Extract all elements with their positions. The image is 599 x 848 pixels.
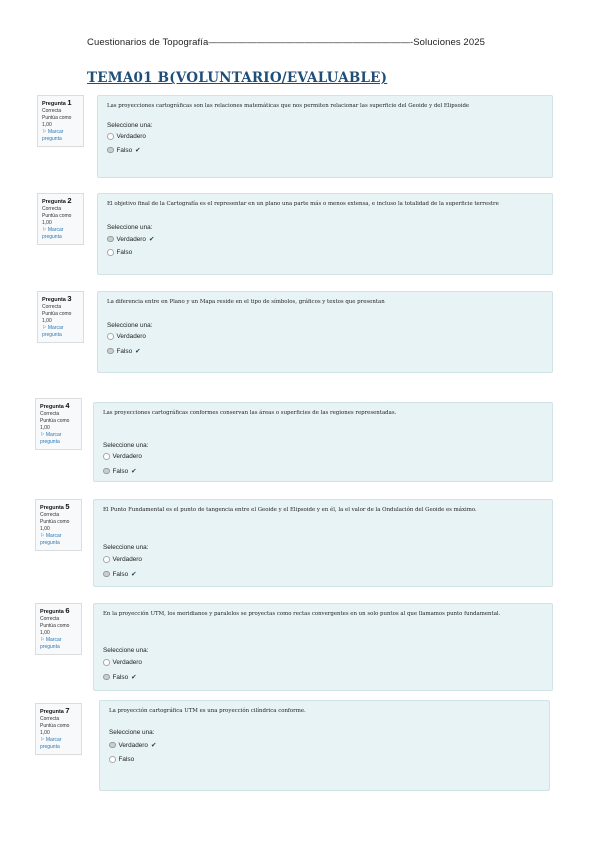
flag-icon: ⚐ [40, 533, 46, 539]
flag-question-link[interactable] [40, 432, 77, 439]
checkmark-icon: ✔ [131, 468, 137, 475]
question-info-4 [35, 398, 82, 450]
question-info-2 [37, 193, 84, 245]
radio-button[interactable] [107, 236, 114, 243]
radio-button[interactable] [103, 453, 110, 460]
option-false[interactable] [107, 146, 141, 154]
option-true[interactable] [103, 556, 142, 563]
option-label: Falso [118, 756, 135, 763]
flag-icon: ⚐ [40, 737, 46, 743]
option-label: Verdadero [112, 659, 142, 666]
option-false[interactable] [107, 347, 141, 355]
question-number-value: 6 [65, 606, 70, 615]
radio-button[interactable] [107, 147, 114, 154]
question-info-6 [35, 603, 82, 655]
checkmark-icon: ✔ [131, 674, 137, 681]
radio-button[interactable] [103, 674, 110, 681]
radio-button[interactable] [109, 756, 116, 763]
radio-button[interactable] [107, 133, 114, 140]
score-value: 1,00 [40, 730, 50, 736]
question-word: Pregunta [42, 101, 68, 107]
select-prompt: Seleccione una: [109, 729, 155, 736]
score-label: Puntúa como [40, 623, 70, 629]
flag-icon: ⚐ [42, 325, 48, 331]
question-status: Correcta [40, 616, 60, 622]
question-card-7 [99, 700, 550, 791]
score-label: Puntúa como [40, 418, 70, 424]
question-text: Las proyecciones cartográficas conformes conservan las áreas o superficies de las regiones representadas. [103, 410, 397, 416]
flag-label: Marcar [45, 533, 62, 539]
option-false[interactable] [103, 467, 137, 475]
question-info-5 [35, 499, 82, 551]
question-word: Pregunta [40, 609, 66, 615]
select-prompt: Seleccione una: [103, 442, 149, 449]
question-number-value: 2 [67, 196, 72, 205]
flag-question-link[interactable] [42, 129, 79, 136]
score-label: Puntúa como [40, 519, 70, 525]
flag-label: Marcar [45, 637, 62, 643]
flag-question-link[interactable] [40, 637, 77, 644]
option-true[interactable] [107, 333, 146, 340]
option-true[interactable] [103, 453, 142, 460]
flag-label: Marcar [47, 325, 64, 331]
question-status: Correcta [42, 206, 62, 212]
question-number [42, 99, 79, 108]
question-number-value: 3 [67, 294, 72, 303]
option-label: Falso [116, 146, 133, 154]
question-info-7 [35, 703, 82, 755]
flag-label-line2[interactable]: pregunta [42, 234, 62, 240]
question-text: El objetivo final de la Cartografía es el representar en un plano una parte más o menos extensa, e incluso la totalidad de la superficie terrestre [107, 201, 499, 207]
select-prompt: Seleccione una: [107, 224, 153, 231]
option-label: Verdadero [112, 556, 142, 563]
flag-question-link[interactable] [40, 533, 77, 540]
question-number [40, 607, 77, 616]
question-number [40, 402, 77, 411]
score-label: Puntúa como [42, 115, 72, 121]
question-number [40, 707, 77, 716]
checkmark-icon: ✔ [131, 571, 137, 578]
option-label: Falso [112, 570, 129, 578]
flag-label: Marcar [47, 227, 64, 233]
flag-label-line2[interactable]: pregunta [42, 136, 62, 142]
score-value: 1,00 [42, 318, 52, 324]
question-card-1 [97, 95, 553, 178]
option-label: Falso [112, 467, 129, 475]
question-number [40, 503, 77, 512]
score-value: 1,00 [40, 630, 50, 636]
question-word: Pregunta [40, 505, 66, 511]
checkmark-icon: ✔ [151, 742, 157, 749]
select-prompt: Seleccione una: [107, 122, 153, 129]
option-false[interactable] [103, 570, 137, 578]
radio-button[interactable] [103, 468, 110, 475]
radio-button[interactable] [103, 659, 110, 666]
question-word: Pregunta [40, 709, 66, 715]
flag-label: Marcar [45, 432, 62, 438]
option-false[interactable] [109, 756, 134, 763]
flag-question-link[interactable] [42, 325, 79, 332]
option-false[interactable] [103, 673, 137, 681]
question-card-2 [97, 193, 553, 275]
checkmark-icon: ✔ [135, 348, 141, 355]
question-info-1 [37, 95, 84, 147]
flag-question-link[interactable] [42, 227, 79, 234]
question-info-3 [37, 291, 84, 343]
question-text: La diferencia entre en Plano y un Mapa reside en el tipo de símbolos, gráficos y textos que presentan [107, 299, 385, 305]
radio-button[interactable] [107, 333, 114, 340]
score-label: Puntúa como [42, 213, 72, 219]
flag-label-line2[interactable]: pregunta [40, 744, 60, 750]
select-prompt: Seleccione una: [103, 647, 149, 654]
question-card-6 [93, 603, 553, 691]
option-label: Falso [116, 249, 133, 256]
flag-label-line2[interactable]: pregunta [40, 439, 60, 445]
question-number-value: 4 [65, 401, 70, 410]
question-text: En la proyección UTM, los meridianos y paralelos se proyectas como rectas convergentes en un solo puntos al que llamamos punto fundamental. [103, 611, 501, 617]
question-status: Correcta [40, 716, 60, 722]
question-number [42, 197, 79, 206]
question-status: Correcta [40, 512, 60, 518]
radio-button[interactable] [107, 348, 114, 355]
flag-icon: ⚐ [40, 432, 46, 438]
question-word: Pregunta [40, 404, 66, 410]
score-value: 1,00 [40, 425, 50, 431]
question-text: Las proyecciones cartográficas son las relaciones matemáticas que nos permiten relacionar las superficie del Geoide y del Elipsoide [107, 103, 470, 109]
score-value: 1,00 [40, 526, 50, 532]
flag-label: Marcar [45, 737, 62, 743]
question-card-3 [97, 291, 553, 373]
option-label: Verdadero [116, 133, 146, 140]
document-header: Cuestionarios de Topografía—————————————————————-Soluciones 2025 [87, 37, 485, 48]
option-true[interactable] [107, 235, 154, 243]
question-text: La proyección cartográfica UTM es una proyección cilíndrica conforme. [109, 708, 306, 714]
flag-label-line2[interactable]: pregunta [40, 644, 60, 650]
question-text: El Punto Fundamental es el punto de tangencia entre el Geoide y el Elipsoide y en él, la el valor de la Ondulación del Geoide es máximo. [103, 507, 477, 513]
select-prompt: Seleccione una: [103, 544, 149, 551]
question-card-4 [93, 402, 553, 482]
checkmark-icon: ✔ [135, 147, 141, 154]
checkmark-icon: ✔ [149, 236, 155, 243]
question-number-value: 5 [65, 502, 70, 511]
option-label: Falso [112, 673, 129, 681]
score-value: 1,00 [42, 220, 52, 226]
option-label: Verdadero [116, 235, 146, 243]
option-label: Verdadero [112, 453, 142, 460]
flag-label-line2[interactable]: pregunta [40, 540, 60, 546]
score-label: Puntúa como [40, 723, 70, 729]
select-prompt: Seleccione una: [107, 322, 153, 329]
option-true[interactable] [109, 741, 156, 749]
option-label: Verdadero [116, 333, 146, 340]
flag-label-line2[interactable]: pregunta [42, 332, 62, 338]
question-status: Correcta [42, 108, 62, 114]
radio-button[interactable] [109, 742, 116, 749]
question-number-value: 7 [65, 706, 70, 715]
score-label: Puntúa como [42, 311, 72, 317]
radio-button[interactable] [103, 571, 110, 578]
question-status: Correcta [42, 304, 62, 310]
question-number-value: 1 [67, 98, 72, 107]
flag-label: Marcar [47, 129, 64, 135]
option-true[interactable] [103, 659, 142, 666]
radio-button[interactable] [103, 556, 110, 563]
option-true[interactable] [107, 133, 146, 140]
option-false[interactable] [107, 249, 132, 256]
score-value: 1,00 [42, 122, 52, 128]
question-word: Pregunta [42, 297, 68, 303]
radio-button[interactable] [107, 249, 114, 256]
question-status: Correcta [40, 411, 60, 417]
question-card-5 [93, 499, 553, 587]
flag-question-link[interactable] [40, 737, 77, 744]
question-word: Pregunta [42, 199, 68, 205]
question-number [42, 295, 79, 304]
flag-icon: ⚐ [42, 129, 48, 135]
section-title: TEMA01 B(VOLUNTARIO/EVALUABLE) [87, 70, 388, 86]
flag-icon: ⚐ [40, 637, 46, 643]
option-label: Verdadero [118, 741, 148, 749]
option-label: Falso [116, 347, 133, 355]
flag-icon: ⚐ [42, 227, 48, 233]
